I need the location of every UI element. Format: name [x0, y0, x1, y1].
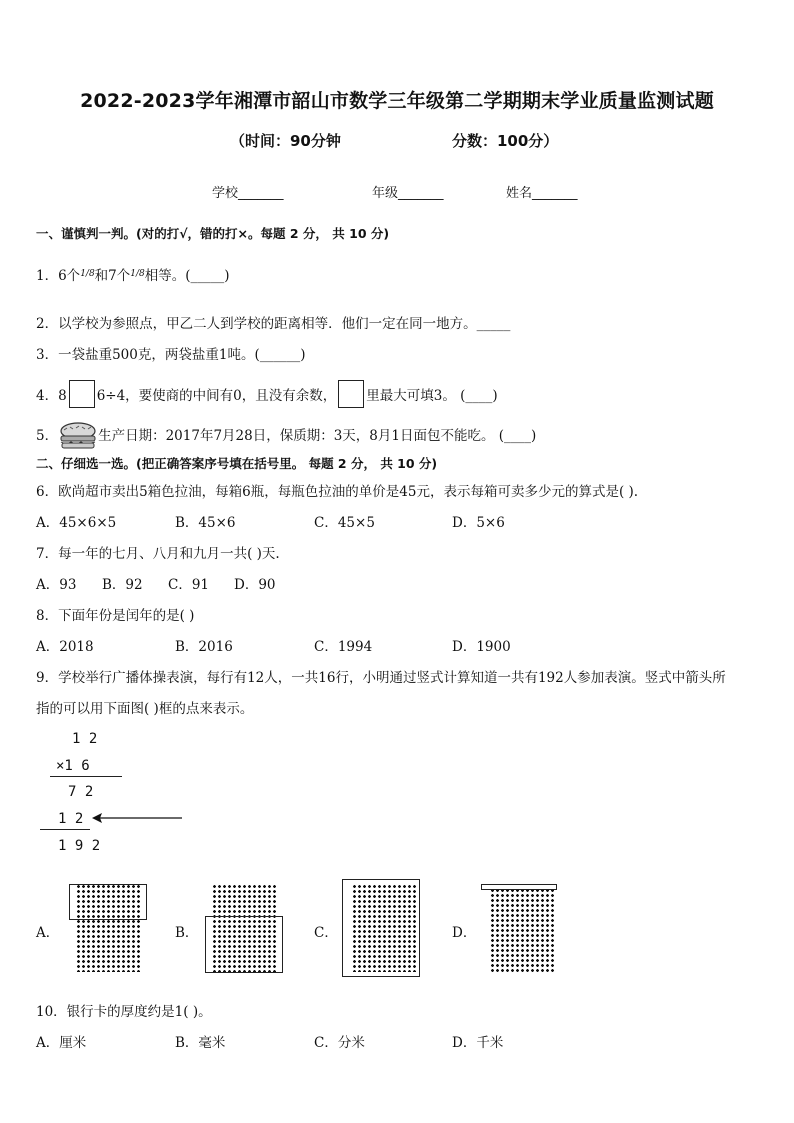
- q10-option-c[interactable]: C．分米: [314, 1035, 365, 1051]
- dot-grid-d: [490, 888, 554, 972]
- school-field: 学校_______: [212, 186, 284, 201]
- answer-box: [69, 380, 95, 408]
- figure-a-frame: [69, 884, 147, 920]
- q7-option-a[interactable]: A．93: [36, 577, 77, 593]
- calc-multiplier: ×1 6: [56, 758, 90, 774]
- figure-d-frame: [481, 884, 557, 890]
- bread-icon: [58, 422, 98, 450]
- answer-box-2: [338, 380, 364, 408]
- figure-a-label[interactable]: A．: [36, 925, 60, 941]
- section1-heading: 一、谨慎判一判。(对的打√，错的打×。每题 2 分， 共 10 分): [36, 226, 390, 241]
- q1-text-a: 1．6个: [36, 268, 81, 284]
- q5-text-a: 5．: [36, 428, 59, 444]
- question-8: 8．下面年份是闰年的是( ): [36, 608, 195, 624]
- arrow-icon: [92, 811, 184, 825]
- calc-partial-2: 1 2: [58, 811, 84, 827]
- figure-b-label[interactable]: B．: [175, 925, 199, 941]
- calc-partial-1: 7 2: [68, 784, 94, 800]
- q4-text-b: 6÷4，要使商的中间有0，且没有余数，: [96, 388, 337, 404]
- question-6: 6．欧尚超市卖出5箱色拉油，每箱6瓶，每瓶色拉油的单价是45元，表示每箱可卖多少元的算式是( ).: [36, 484, 639, 500]
- calc-line-2: [40, 829, 90, 830]
- page-title: 2022-2023学年湘潭市韶山市数学三年级第二学期期末学业质量监测试题: [80, 90, 714, 112]
- q1-text-c: 相等。(_____): [144, 268, 230, 284]
- q10-option-b[interactable]: B．毫米: [175, 1035, 226, 1051]
- q7-option-c[interactable]: C．91: [168, 577, 210, 593]
- calc-multiplicand: 1 2: [72, 731, 98, 747]
- q8-option-d[interactable]: D．1900: [452, 639, 511, 655]
- calc-line-1: [50, 776, 122, 777]
- question-4: [36, 380, 498, 408]
- q6-option-a[interactable]: A．45×6×5: [36, 515, 117, 531]
- calc-result: 1 9 2: [58, 838, 101, 854]
- q8-option-a[interactable]: A．2018: [36, 639, 94, 655]
- figure-c-frame: [342, 879, 420, 977]
- figure-b-frame: [205, 916, 283, 973]
- q1-fraction: 1/8: [80, 269, 95, 279]
- figure-d-label[interactable]: D．: [452, 925, 477, 941]
- grade-field: 年级_______: [372, 186, 444, 201]
- q4-text-a: 4．8: [36, 388, 67, 404]
- exam-score: 分数：100分）: [452, 132, 559, 150]
- question-7: 7．每一年的七月、八月和九月一共( )天.: [36, 546, 280, 562]
- q7-option-d[interactable]: D．90: [234, 577, 276, 593]
- exam-time: （时间：90分钟: [230, 132, 341, 150]
- question-9-line2: 指的可以用下面图( )框的点来表示。: [36, 701, 254, 717]
- question-3: 3．一袋盐重500克，两袋盐重1吨。(______): [36, 347, 306, 363]
- q1-text-b: 和7个: [94, 268, 131, 284]
- section2-heading: 二、仔细选一选。(把正确答案序号填在括号里。 每题 2 分， 共 10 分): [36, 456, 438, 471]
- question-1: [36, 264, 230, 284]
- q4-text-c: 里最大可填3。 (____): [366, 388, 498, 404]
- q7-option-b[interactable]: B．92: [102, 577, 143, 593]
- q10-option-a[interactable]: A．厘米: [36, 1035, 87, 1051]
- q8-option-c[interactable]: C．1994: [314, 639, 373, 655]
- q8-option-b[interactable]: B．2016: [175, 639, 233, 655]
- q6-option-d[interactable]: D．5×6: [452, 515, 505, 531]
- name-field: 姓名_______: [506, 186, 578, 201]
- question-5: [36, 422, 536, 450]
- question-10: 10．银行卡的厚度约是1( )。: [36, 1004, 212, 1020]
- q10-option-d[interactable]: D．千米: [452, 1035, 504, 1051]
- q6-option-b[interactable]: B．45×6: [175, 515, 236, 531]
- question-2: 2．以学校为参照点，甲乙二人到学校的距离相等．他们一定在同一地方。_____: [36, 316, 511, 332]
- q5-text-b: 生产日期：2017年7月28日，保质期：3天，8月1日面包不能吃。 (____): [98, 428, 537, 444]
- figure-c-label[interactable]: C．: [314, 925, 338, 941]
- q1-fraction-2: 1/8: [130, 269, 145, 279]
- q6-option-c[interactable]: C．45×5: [314, 515, 375, 531]
- question-9-line1: 9．学校举行广播体操表演，每行有12人，一共16行，小明通过竖式计算知道一共有192人参加表演。竖式中箭头所: [36, 670, 726, 686]
